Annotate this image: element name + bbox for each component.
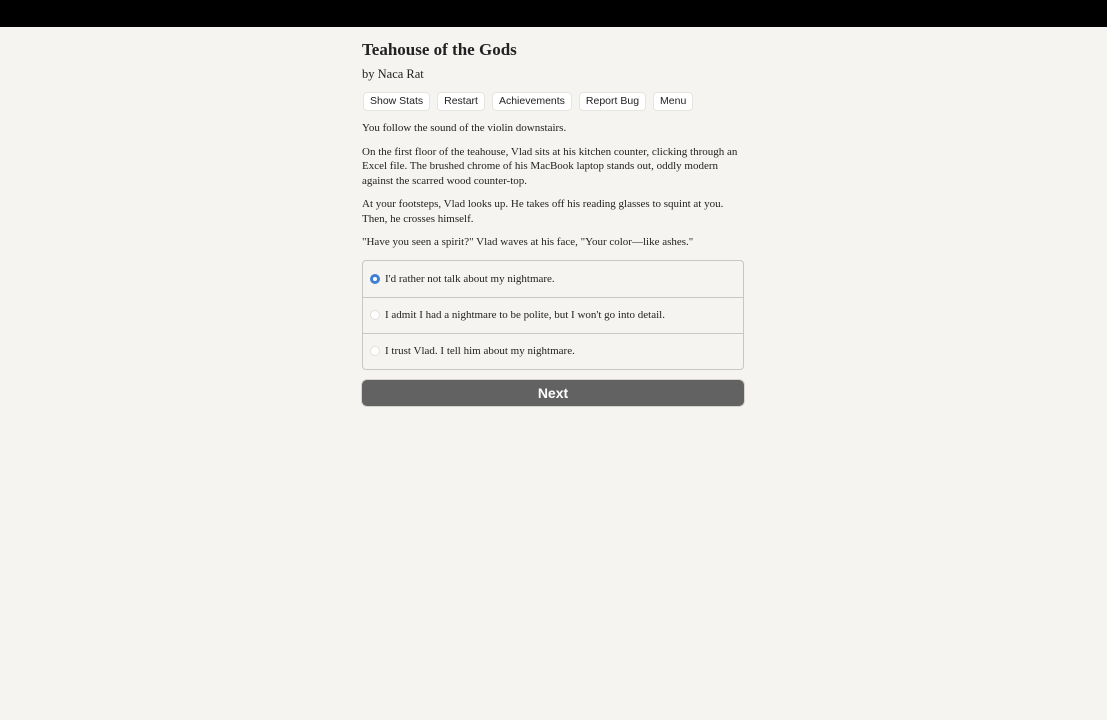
choice-option-1[interactable] [363, 261, 743, 297]
achievements-button[interactable]: Achievements [493, 93, 571, 110]
game-byline: by Naca Rat [362, 67, 424, 81]
passage-paragraph: At your footsteps, Vlad looks up. He takes off his reading glasses to squint at you. Then, he crosses himself. [362, 198, 724, 225]
choice-option-2[interactable] [363, 297, 743, 333]
radio-selected-icon[interactable] [370, 274, 380, 284]
choice-label: I trust Vlad. I tell him about my nightmare. [385, 345, 575, 357]
choice-label: I'd rather not talk about my nightmare. [385, 272, 555, 285]
passage-paragraph: On the first floor of the teahouse, Vlad sits at his kitchen counter, clicking through an Excel file. The brushed chrome of his MacBook laptop stands out, oddly modern against the scarred wood counter-top. [362, 145, 738, 187]
choice-option-3[interactable] [363, 333, 743, 369]
top-black-bar [0, 0, 1107, 27]
show-stats-button[interactable]: Show Stats [364, 93, 429, 110]
radio-unselected-icon[interactable] [370, 310, 380, 320]
passage-paragraph: You follow the sound of the violin downstairs. [362, 122, 567, 134]
choice-list [362, 260, 744, 370]
next-button[interactable]: Next [362, 380, 744, 406]
menu-button[interactable]: Menu [654, 93, 692, 110]
story-passage [362, 121, 744, 250]
radio-unselected-icon[interactable] [370, 346, 380, 356]
game-container [362, 27, 744, 406]
passage-paragraph: "Have you seen a spirit?" Vlad waves at his face, "Your color—like ashes." [362, 236, 694, 248]
report-bug-button[interactable]: Report Bug [580, 93, 645, 110]
choice-label: I admit I had a nightmare to be polite, but I won't go into detail. [385, 309, 665, 321]
game-title: Teahouse of the Gods [362, 40, 517, 59]
restart-button[interactable]: Restart [438, 93, 484, 110]
toolbar [364, 93, 744, 110]
